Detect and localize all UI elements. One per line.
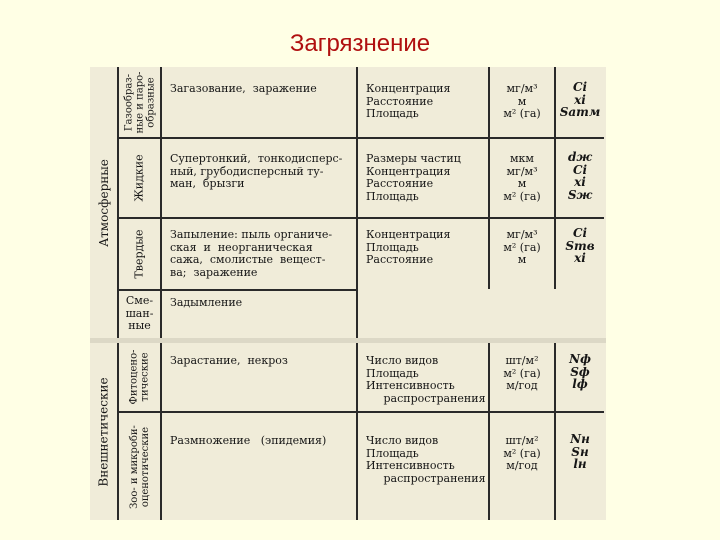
units-cell: мг/м³ м² (га) м [503, 228, 541, 266]
units-cell: шт/м² м² (га) м/год [503, 354, 541, 392]
phenomena-cell: Размножение (эпидемия) [170, 434, 327, 447]
phenomena-cell: Зарастание, некроз [170, 354, 288, 367]
symbols-cell: Ci Sтв xi [565, 226, 595, 265]
parameters-cell: Число видов Площадь Интенсивность распространения [366, 354, 486, 405]
group-label-biotic: Внешнетические [96, 376, 111, 487]
parameters-cell: Число видов Площадь Интенсивность распространения [366, 434, 486, 485]
symbols-cell: Ci xi Sатм [559, 80, 601, 119]
subgroup-label: Сме- шан- ные [125, 294, 154, 332]
parameters-cell: Концентрация Расстояние Площадь [366, 82, 451, 120]
phenomena-cell: Загазование, заражение [170, 82, 317, 95]
phenomena-cell: Задымление [170, 296, 243, 309]
parameters-cell: Размеры частиц Концентрация Расстояние Площадь [366, 152, 461, 203]
units-cell: мкм мг/м³ м м² (га) [503, 152, 541, 203]
parameters-cell: Концентрация Площадь Расстояние [366, 228, 451, 266]
subgroup-label: Зоо- и микроби- оценотические [128, 424, 151, 509]
subgroup-label: Газообраз- ные и паро- образные [123, 71, 156, 133]
biotic-table-scan [90, 343, 606, 520]
atmospheric-table-scan [90, 67, 606, 338]
symbols-cell: Nф Sф lф [569, 352, 591, 391]
phenomena-cell: Супертонкий, тонкодисперс- ный, грубодисперсный ту- ман, брызги [170, 152, 343, 190]
symbols-cell: Nн Sн lн [570, 432, 590, 471]
subgroup-label: Фитоцено- тические [128, 349, 151, 405]
units-cell: шт/м² м² (га) м/год [503, 434, 541, 472]
phenomena-cell: Запыление: пыль органиче- ская и неорганическая сажа, смолистые вещест- ва; заражение [170, 228, 333, 279]
page-title: Загрязнение [289, 30, 431, 57]
subgroup-label: Жидкие [132, 154, 146, 202]
group-label-atmospheric: Атмосферные [96, 158, 111, 247]
subgroup-label: Твердые [132, 229, 146, 279]
units-cell: мг/м³ м м² (га) [503, 82, 541, 120]
symbols-cell: dж Ci xi Sж [567, 150, 593, 202]
